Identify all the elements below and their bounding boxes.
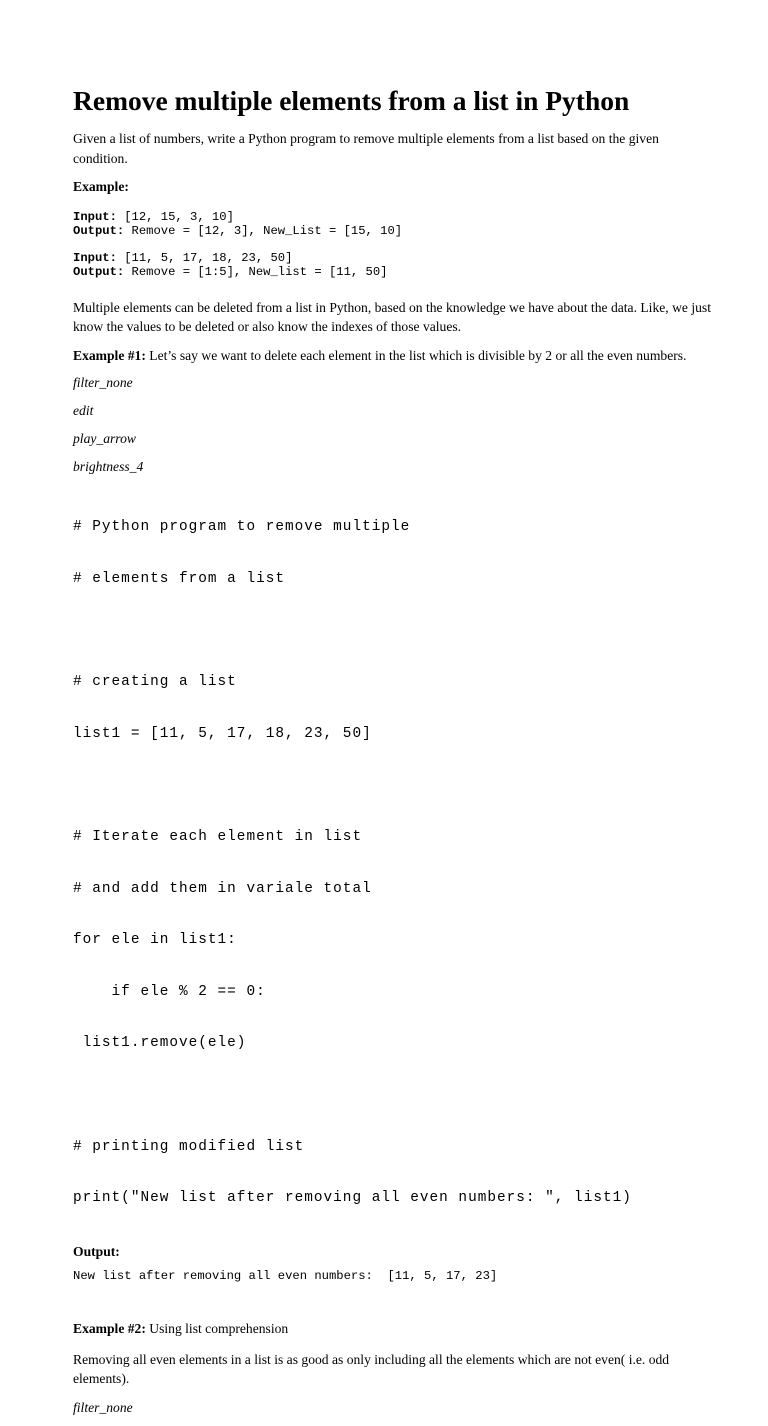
code-line: # creating a list [73,674,237,691]
example-2-text: Using list comprehension [145,1321,289,1337]
input-value: [12, 15, 3, 10] [116,209,234,224]
example-heading: Example: [73,179,129,194]
input-label: Input: [73,250,117,265]
example-2-paragraph [73,1319,713,1339]
filter-none-icon[interactable]: filter_none [73,1399,133,1415]
code-line: for ele in list1: [73,932,237,949]
edit-icon[interactable]: edit [73,403,94,418]
output-heading: Output: [73,1243,120,1259]
code-line: print("New list after removing all even numbers: ", list1) [73,1190,632,1207]
brightness-icon[interactable]: brightness_4 [73,459,144,474]
output-text: New list after removing all even numbers: [11, 5, 17, 23] [73,1269,498,1284]
document-page [73,84,713,1426]
input-value: [11, 5, 17, 18, 23, 50] [116,250,293,265]
example-block-2 [73,251,713,279]
code-line-blank [73,777,713,794]
example-2-label: Example #2: [73,1321,146,1337]
intro-paragraph: Given a list of numbers, write a Python program to remove multiple elements from a list based on the given condition. [73,131,659,166]
input-label: Input: [73,209,117,224]
code-line-blank [73,1087,713,1104]
output-value: Remove = [12, 3], New_List = [15, 10] [124,223,403,238]
code-line: # and add them in variale total [73,880,372,897]
code-line: # Iterate each element in list [73,829,363,846]
explanation-paragraph: Multiple elements can be deleted from a list in Python, based on the knowledge we have about the data. Like, we just know the values to be deleted or also know the indexes of those values. [73,299,711,334]
filter-none-icon[interactable]: filter_none [73,375,133,390]
code-line-blank [73,623,713,640]
play-arrow-icon[interactable]: play_arrow [73,431,136,446]
code-line: list1 = [11, 5, 17, 18, 23, 50] [73,725,372,742]
code-line: # elements from a list [73,571,285,588]
page-title: Remove multiple elements from a list in Python [73,85,630,116]
output-label: Output: [73,264,125,279]
code-line: # Python program to remove multiple [73,519,411,536]
code-line: if ele % 2 == 0: [73,983,266,1000]
output-label: Output: [73,223,125,238]
example-1-text: Let’s say we want to delete each element in the list which is divisible by 2 or all the even numbers. [145,347,687,363]
example-2-description: Removing all even elements in a list is as good as only including all the elements which are not even( i.e. odd elements). [73,1351,670,1387]
code-line: list1.remove(ele) [73,1035,247,1052]
example-block-1 [73,210,713,238]
example-1-label: Example #1: [73,347,146,363]
code-toolbar [73,373,713,477]
example-1-paragraph [73,346,713,366]
output-value: Remove = [1:5], New_list = [11, 50] [124,264,388,279]
code-line: # printing modified list [73,1138,305,1155]
code-block [73,485,713,1242]
